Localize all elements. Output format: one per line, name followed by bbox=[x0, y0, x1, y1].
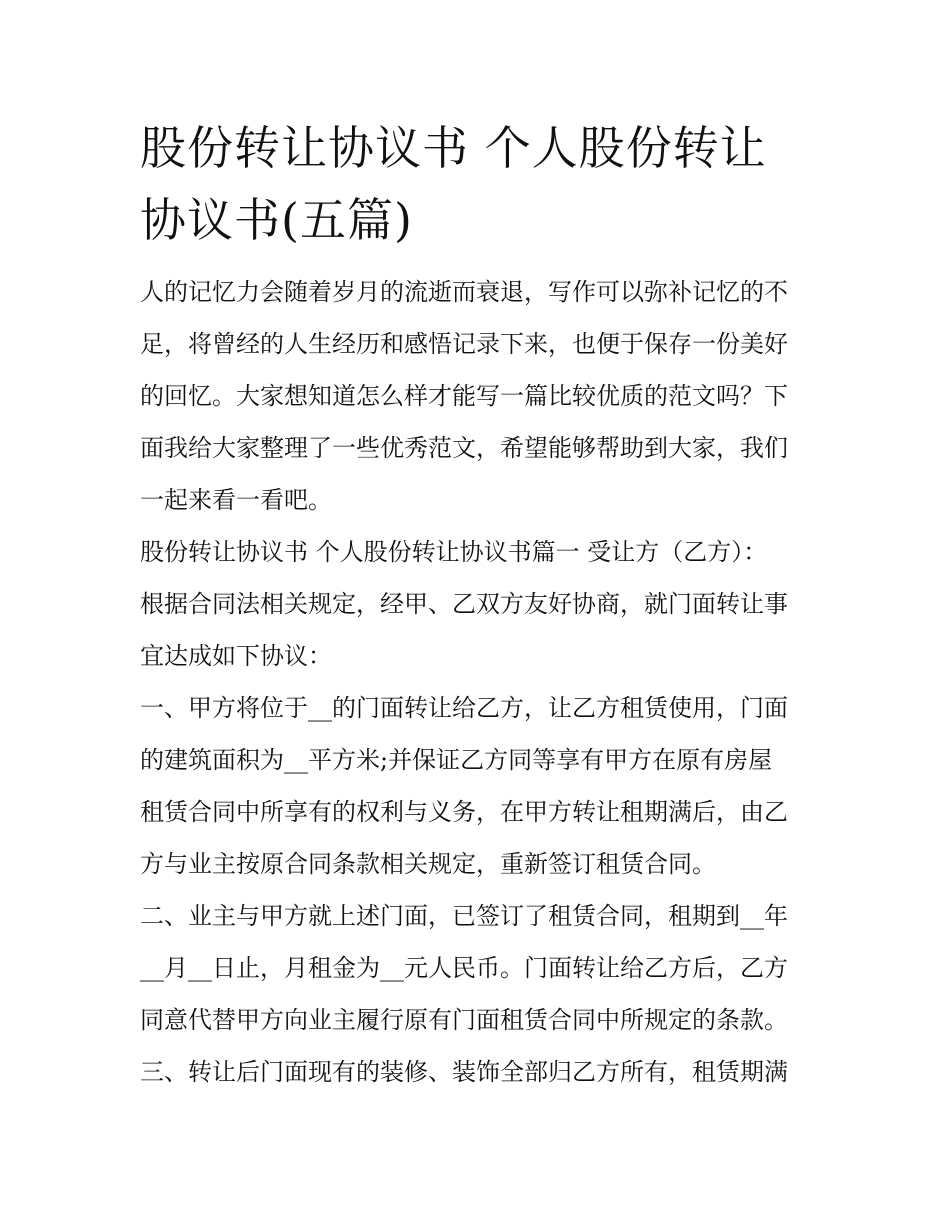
clause-1-paragraph bbox=[140, 682, 812, 890]
intro-line: 的回忆。大家想知道怎么样才能写一篇比较优质的范文吗？下 bbox=[140, 382, 788, 410]
clause-1-line: 一、甲方将位于__的门面转让给乙方，让乙方租赁使用，门面 bbox=[140, 694, 788, 722]
clause-3-line: 三、转让后门面现有的装修、装饰全部归乙方所有，租赁期满 bbox=[140, 1058, 788, 1086]
intro-line: 足，将曾经的人生经历和感悟记录下来，也便于保存一份美好 bbox=[140, 330, 788, 358]
document-page bbox=[140, 112, 812, 1098]
title-line-2: 协议书(五篇) bbox=[140, 193, 413, 247]
clause-2-paragraph bbox=[140, 890, 812, 1046]
intro-line: 人的记忆力会随着岁月的流逝而衰退，写作可以弥补记忆的不 bbox=[140, 278, 788, 306]
intro-line: 面我给大家整理了一些优秀范文，希望能够帮助到大家，我们 bbox=[140, 434, 788, 462]
clause-2-line: __月__日止，月租金为__元人民币。门面转让给乙方后，乙方 bbox=[140, 954, 788, 982]
intro-line: 一起来看一看吧。 bbox=[140, 486, 332, 514]
section-1-line: 根据合同法相关规定，经甲、乙双方友好协商，就门面转让事 bbox=[140, 590, 788, 618]
clause-2-line: 二、业主与甲方就上述门面，已签订了租赁合同，租期到__年 bbox=[140, 902, 788, 930]
clause-1-line: 租赁合同中所享有的权利与义务，在甲方转让租期满后，由乙 bbox=[140, 798, 788, 826]
document-title bbox=[140, 112, 812, 256]
title-line-1: 股份转让协议书 个人股份转让 bbox=[140, 121, 767, 175]
section-1-line: 股份转让协议书 个人股份转让协议书篇一 受让方（乙方）： bbox=[140, 538, 768, 566]
intro-paragraph bbox=[140, 266, 812, 526]
section-1-line: 宜达成如下协议： bbox=[140, 642, 332, 670]
clause-2-line: 同意代替甲方向业主履行原有门面租赁合同中所规定的条款。 bbox=[140, 1006, 788, 1034]
clause-1-line: 方与业主按原合同条款相关规定，重新签订租赁合同。 bbox=[140, 850, 716, 878]
clause-3-paragraph bbox=[140, 1046, 812, 1098]
section-1-paragraph bbox=[140, 526, 812, 682]
clause-1-line: 的建筑面积为__平方米;并保证乙方同等享有甲方在原有房屋 bbox=[140, 746, 773, 774]
